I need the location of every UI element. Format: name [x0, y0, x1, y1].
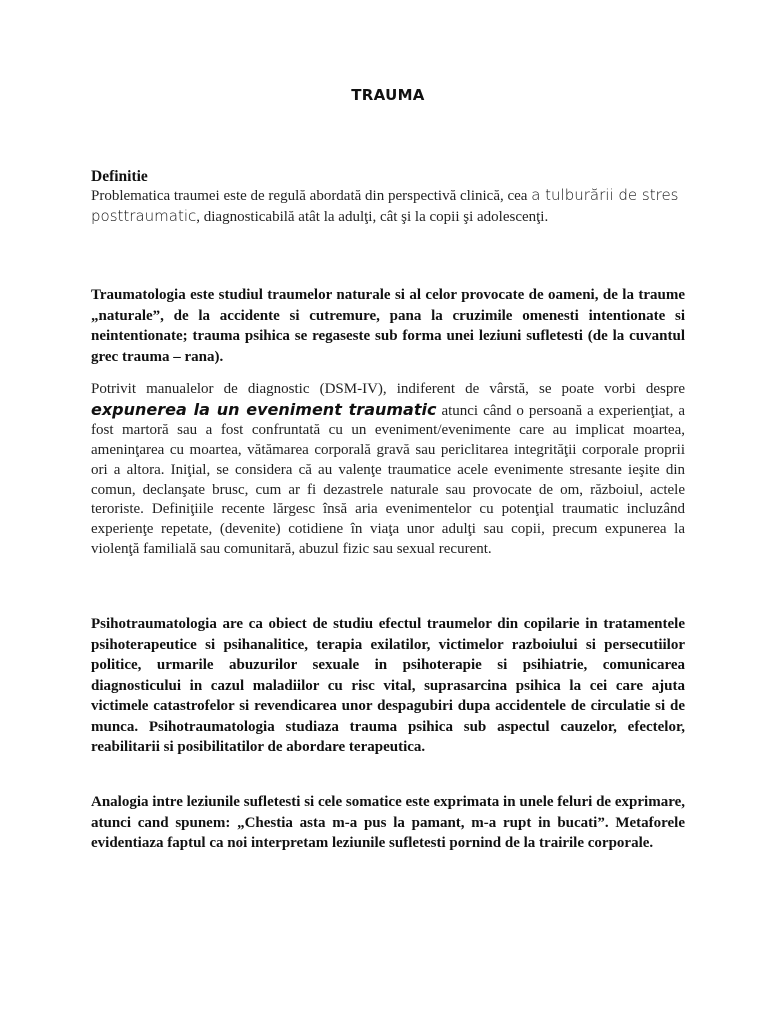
dsm-paragraph — [91, 380, 685, 559]
definition-heading: Definitie — [91, 168, 148, 185]
definition-text — [91, 186, 685, 227]
definition-text-part-1: Problematica traumei este de regulă abordată din perspectivă clinică, cea — [91, 188, 532, 204]
dsm-paragraph-part-1: Potrivit manualelor de diagnostic (DSM-IV), indiferent de vârstă, se poate vorbi despre — [91, 381, 685, 397]
definition-text-part-2: , diagnosticabilă atât la adulţi, cât şi la copii şi adolescenţi. — [196, 208, 549, 225]
traumatic-event-emphasis: expunerea la un eveniment traumatic — [91, 399, 437, 419]
traumatology-paragraph: Traumatologia este studiul traumelor naturale si al celor provocate de oameni, de la traume „naturale”, de la accidente si cutremure, pana la cruzimile omenesti intentionate si neintentionate; trauma psihica se regaseste sub forma unei leziuni sufletesti (de la cuvantul grec trauma – rana). — [91, 287, 685, 365]
definition-ptsd-phrase: a tulburării de stres posttraumatic — [91, 186, 679, 225]
psychotraumatology-paragraph: Psihotraumatologia are ca obiect de studiu efectul traumelor din copilarie in tratamentele psihoterapeutice si psihanalitice, terapia exilatilor, victimelor razboiului si persecutiilor politice, urmarile abuzurilor sexuale in psihoterapie si psihiatrie, comunicarea diagnosticului in cazul maladiilor cu risc vital, suprasarcina psihica la cei care ajuta victimele catastrofelor si revendicarea unor despagubiri dupa accidentele de circulatie si de munca. Psihotraumatologia studiaza trauma psihica sub aspectul cauzelor, efectelor, reabilitarii si posibilitatilor de abordare terapeutica. — [91, 616, 685, 755]
dsm-paragraph-part-2: atunci când o persoană a experienţiat, a fost martoră sau a fost confruntată cu un eveniment/evenimente care au implicat moartea, ameninţarea cu moartea, vătămarea corporală gravă sau periclitarea integrităţii corporale proprii ori a altora. Iniţial, se considera că au valenţe traumatice acele evenimente stresante ieşite din comun, declanşate brusc, cum ar fi dezastrele naturale sau provocate de om, războiul, actele teroriste. Definiţiile recente lărgesc însă aria evenimentelor cu potenţial traumatic incluzând experienţe repetate, (devenite) cotidiene în viaţa unor adulţi sau copii, precum expunerea la violenţă familială sau comunitară, abuzul fizic sau sexual recurent. — [91, 402, 685, 557]
document-title: TRAUMA — [351, 86, 425, 104]
analogy-paragraph: Analogia intre leziunile sufletesti si cele somatice este exprimata in unele feluri de exprimare, atunci cand spunem: „Chestia asta m-a pus la pamant, m-a rupt in bucati”. Metaforele evidentiaza faptul ca noi interpretam leziunile sufletesti pornind de la trairile corporale. — [91, 794, 685, 851]
